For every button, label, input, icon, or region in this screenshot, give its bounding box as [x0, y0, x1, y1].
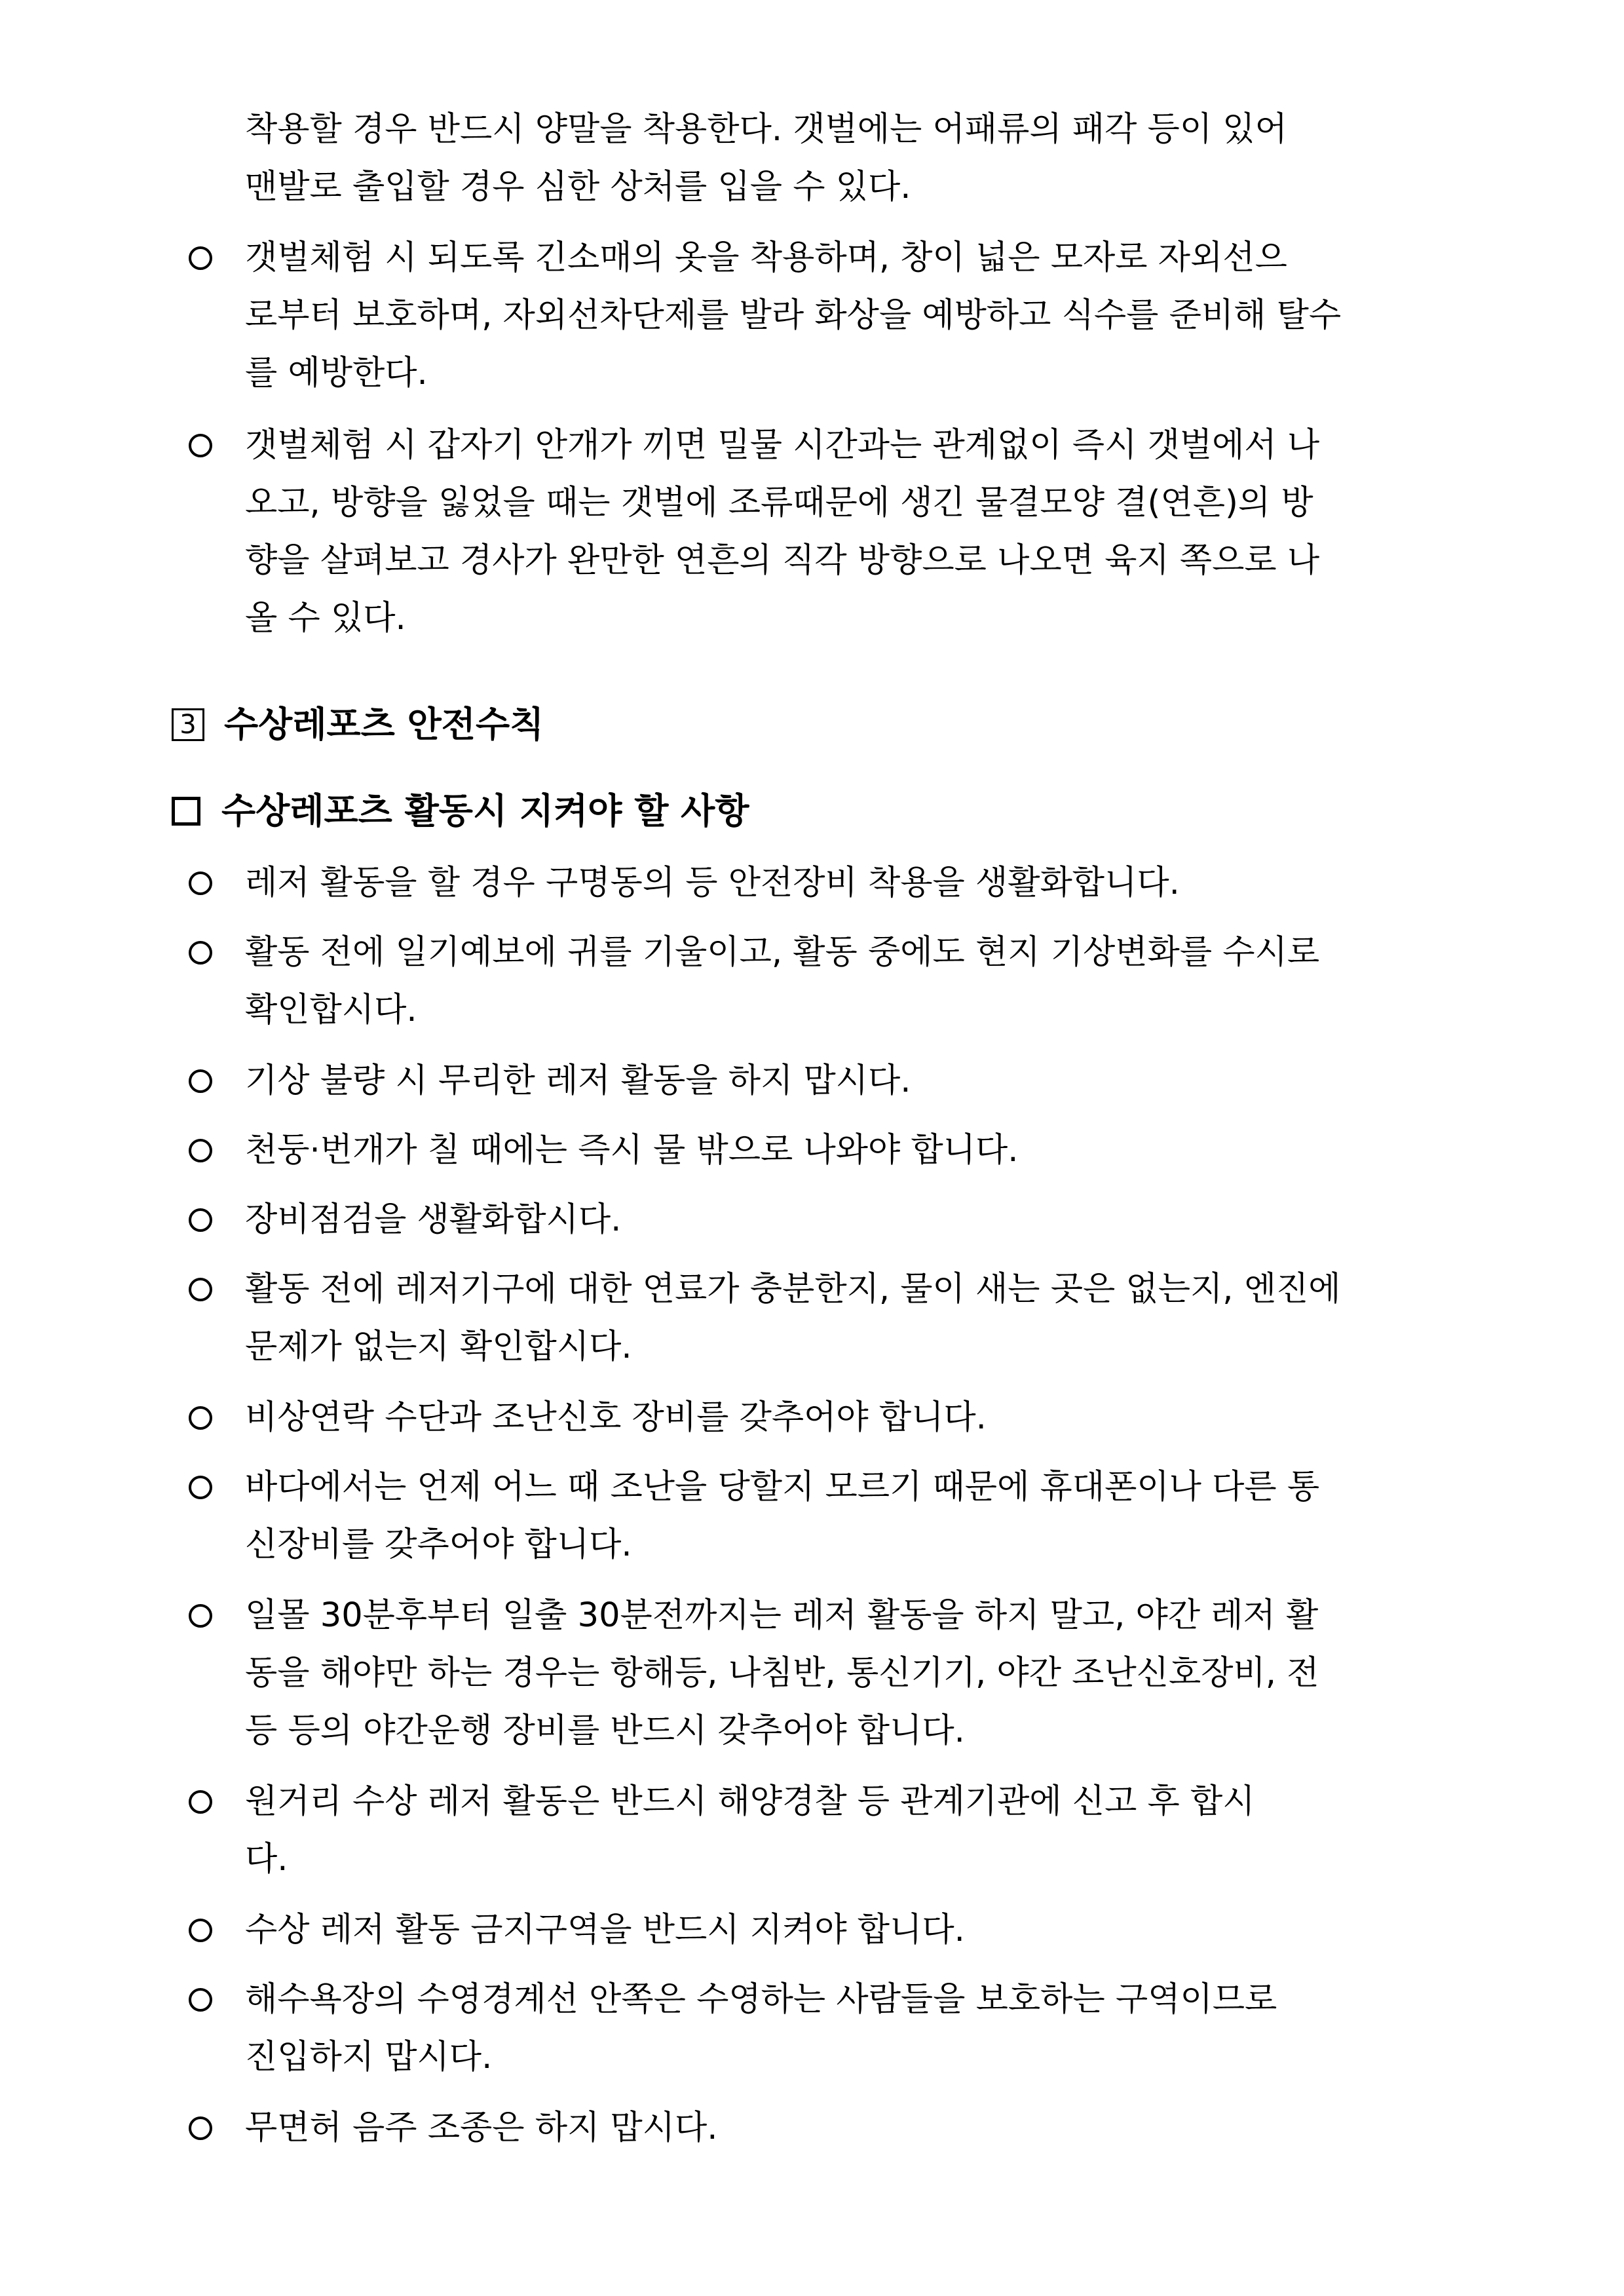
list-item: 원거리 수상 레저 활동은 반드시 해양경찰 등 관계기관에 신고 후 합시: [245, 1782, 1255, 1821]
list-item: 해수욕장의 수영경계선 안쪽은 수영하는 사람들을 보호하는 구역이므로: [245, 1980, 1277, 2019]
bullet-circle-icon: [189, 1139, 212, 1162]
bullet-circle-icon: [189, 1919, 212, 1942]
bullet-circle-icon: [189, 1476, 212, 1499]
list-item: 문제가 없는지 확인합시다.: [245, 1328, 632, 1366]
list-item: 기상 불량 시 무리한 레저 활동을 하지 맙시다.: [245, 1062, 911, 1100]
text-line: 향을 살펴보고 경사가 완만한 연흔의 직각 방향으로 나오면 육지 쪽으로 나: [245, 541, 1320, 580]
bullet-circle-icon: [189, 1604, 212, 1628]
list-item: 활동 전에 레저기구에 대한 연료가 충분한지, 물이 새는 곳은 없는지, 엔진에: [245, 1270, 1341, 1309]
list-item: 동을 해야만 하는 경우는 항해등, 나침반, 통신기기, 야간 조난신호장비, 전: [245, 1654, 1319, 1693]
text-line: 로부터 보호하며, 자외선차단제를 발라 화상을 예방하고 식수를 준비해 탈수: [245, 296, 1342, 335]
list-item: 바다에서는 언제 어느 때 조난을 당할지 모르기 때문에 휴대폰이나 다른 통: [245, 1468, 1320, 1506]
list-item: 신장비를 갖추어야 합니다.: [245, 1525, 632, 1564]
bullet-circle-icon: [189, 1278, 212, 1301]
bullet-circle-icon: [189, 941, 212, 965]
text-line: 착용할 경우 반드시 양말을 착용한다. 갯벌에는 어패류의 패각 등이 있어: [245, 110, 1287, 149]
section-subtitle: 수상레포츠 활동시 지켜야 할 사항: [221, 790, 749, 832]
bullet-circle-icon: [189, 1069, 212, 1093]
text-line: 를 예방한다.: [245, 354, 428, 392]
bullet-circle-icon: [189, 1208, 212, 1232]
list-item: 장비점검을 생활화합시다.: [245, 1200, 622, 1239]
bullet-circle-icon: [189, 1988, 212, 2012]
list-item: 확인합시다.: [245, 991, 417, 1029]
list-item: 비상연락 수단과 조난신호 장비를 갖추어야 합니다.: [245, 1398, 987, 1437]
text-line: 맨발로 출입할 경우 심한 상처를 입을 수 있다.: [245, 168, 911, 206]
section-number: 3: [172, 708, 204, 741]
bullet-circle-icon: [189, 1406, 212, 1430]
text-line: 올 수 있다.: [245, 599, 406, 638]
bullet-circle-icon: [189, 434, 212, 457]
text-line: 갯벌체험 시 되도록 긴소매의 옷을 착용하며, 창이 넓은 모자로 자외선으: [245, 239, 1287, 277]
list-item: 수상 레저 활동 금지구역을 반드시 지켜야 합니다.: [245, 1911, 965, 1949]
bullet-circle-icon: [189, 1790, 212, 1814]
text-line: 오고, 방향을 잃었을 때는 갯벌에 조류때문에 생긴 물결모양 결(연흔)의 방: [245, 484, 1313, 522]
list-item: 일몰 30분후부터 일출 30분전까지는 레저 활동을 하지 말고, 야간 레저 활: [245, 1596, 1319, 1635]
bullet-circle-icon: [189, 2116, 212, 2140]
section-title: 수상레포츠 안전수칙: [224, 704, 544, 745]
text-line: 갯벌체험 시 갑자기 안개가 끼면 밀물 시간과는 관계없이 즉시 갯벌에서 나: [245, 426, 1320, 465]
list-item: 레저 활동을 할 경우 구명동의 등 안전장비 착용을 생활화합니다.: [245, 864, 1180, 902]
list-item: 진입하지 맙시다.: [245, 2038, 493, 2076]
bullet-circle-icon: [189, 871, 212, 895]
list-item: 등 등의 야간운행 장비를 반드시 갖추어야 합니다.: [245, 1712, 965, 1750]
list-item: 천둥·번개가 칠 때에는 즉시 물 밖으로 나와야 합니다.: [245, 1131, 1019, 1170]
list-item: 무면허 음주 조종은 하지 맙시다.: [245, 2109, 718, 2147]
list-item: 다.: [245, 1840, 288, 1879]
list-item: 활동 전에 일기예보에 귀를 기울이고, 활동 중에도 현지 기상변화를 수시로: [245, 933, 1320, 972]
square-bullet-icon: [172, 797, 200, 826]
bullet-circle-icon: [189, 246, 212, 270]
